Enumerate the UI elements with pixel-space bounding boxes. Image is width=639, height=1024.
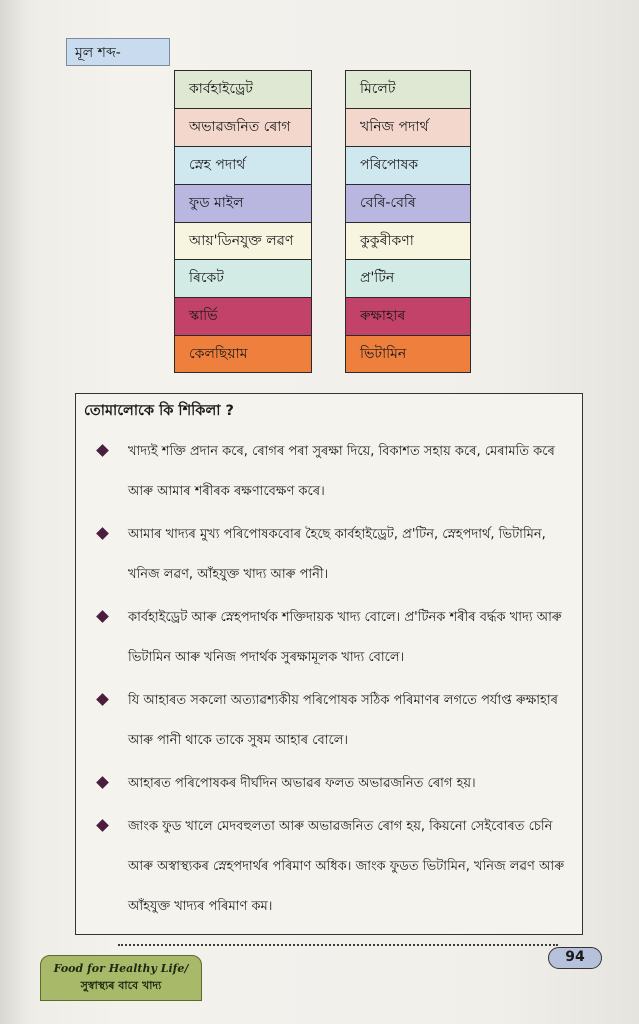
page-number: 94 (548, 947, 602, 969)
keyword-cell: কেলছিয়াম (174, 335, 312, 373)
footer-dotted-divider (118, 944, 558, 946)
keyword-cell: কাৰ্বহাইড্ৰেট (174, 70, 312, 108)
summary-bullet-text: যি আহাৰত সকলো অত্যাৱশ্যকীয় পৰিপোষক সঠিক পৰিমাণৰ লগতে পৰ্যাপ্ত ৰুক্ষাহাৰ আৰু পানী থাকে তাকে সুষম আহাৰ বোলে। (128, 693, 558, 748)
keyword-cell: প্ৰ'টিন (345, 259, 471, 297)
summary-box (75, 393, 583, 935)
keyword-cell: ভিটামিন (345, 335, 471, 373)
keyword-cell: স্কাৰ্ভি (174, 297, 312, 335)
summary-bullet (76, 681, 582, 761)
summary-bullet (76, 598, 582, 678)
summary-bullet-text: আমাৰ খাদ্যৰ মুখ্য পৰিপোষকবোৰ হৈছে কাৰ্বহাইড্ৰেট, প্ৰ'টিন, স্নেহপদাৰ্থ, ভিটামিন, খনিজ লৱণ, আঁহযুক্ত খাদ্য আৰু পানী। (128, 527, 546, 582)
keyword-cell: খনিজ পদাৰ্থ (345, 108, 471, 146)
keyword-cell: স্নেহ পদাৰ্থ (174, 146, 312, 184)
chapter-title-english: Food for Healthy Life/ (53, 962, 189, 975)
keyword-cell: বেৰি-বেৰি (345, 184, 471, 222)
keyword-cell: আয়'ডিনযুক্ত লৱণ (174, 222, 312, 260)
keyword-cell: ৰিকেট (174, 259, 312, 297)
diamond-bullet-icon (96, 527, 109, 540)
keyword-cell: পৰিপোষক (345, 146, 471, 184)
summary-bullet (76, 432, 582, 512)
summary-bullet (76, 515, 582, 595)
diamond-bullet-icon (96, 693, 109, 706)
keyword-cell: ৰুক্ষাহাৰ (345, 297, 471, 335)
diamond-bullet-icon (96, 610, 109, 623)
summary-bullet (76, 764, 582, 804)
summary-title: তোমালোকে কি শিকিলা ? (84, 403, 234, 419)
keyword-column-left (174, 70, 312, 373)
keyword-cell: মিলেট (345, 70, 471, 108)
keyword-column-right (345, 70, 471, 373)
keyword-cell: অভাৱজনিত ৰোগ (174, 108, 312, 146)
summary-bullet-text: আহাৰত পৰিপোষকৰ দীৰ্ঘদিন অভাৱৰ ফলত অভাৱজনিত ৰোগ হয়। (128, 776, 476, 791)
summary-bullet-text: খাদ্যই শক্তি প্ৰদান কৰে, ৰোগৰ পৰা সুৰক্ষা দিয়ে, বিকাশত সহায় কৰে, মেৰামতি কৰে আৰু আমাৰ শৰীৰক ৰক্ষণাবেক্ষণ কৰে। (128, 444, 555, 499)
diamond-bullet-icon (96, 819, 109, 832)
summary-bullet-text: কাৰ্বহাইড্ৰেট আৰু স্নেহপদাৰ্থক শক্তিদায়ক খাদ্য বোলে। প্ৰ'টিনক শৰীৰ বৰ্দ্ধক খাদ্য আৰু ভিটামিন আৰু খনিজ পদাৰ্থক সুৰক্ষামূলক খাদ্য বোলে। (128, 610, 562, 665)
diamond-bullet-icon (96, 444, 109, 457)
keyword-cell: ফুড মাইল (174, 184, 312, 222)
summary-bullet-text: জাংক ফুড খালে মেদবহুলতা আৰু অভাৱজনিত ৰোগ হয়, কিয়নো সেইবোৰত চেনি আৰু অস্বাস্থ্যকৰ স্নেহপদাৰ্থৰ পৰিমাণ অধিক। জাংক ফুডত ভিটামিন, খনিজ লৱণ আৰু আঁহযুক্ত খাদ্যৰ পৰিমাণ কম। (128, 819, 564, 914)
diamond-bullet-icon (96, 776, 109, 789)
keyword-cell: কুকুৰীকণা (345, 222, 471, 260)
keywords-title: মূল শব্দ- (66, 38, 170, 66)
summary-list (76, 432, 582, 927)
chapter-footer-tab (40, 955, 202, 1001)
summary-bullet (76, 807, 582, 927)
chapter-title-assamese: সুস্বাস্থ্যৰ বাবে খাদ্য (80, 979, 162, 992)
